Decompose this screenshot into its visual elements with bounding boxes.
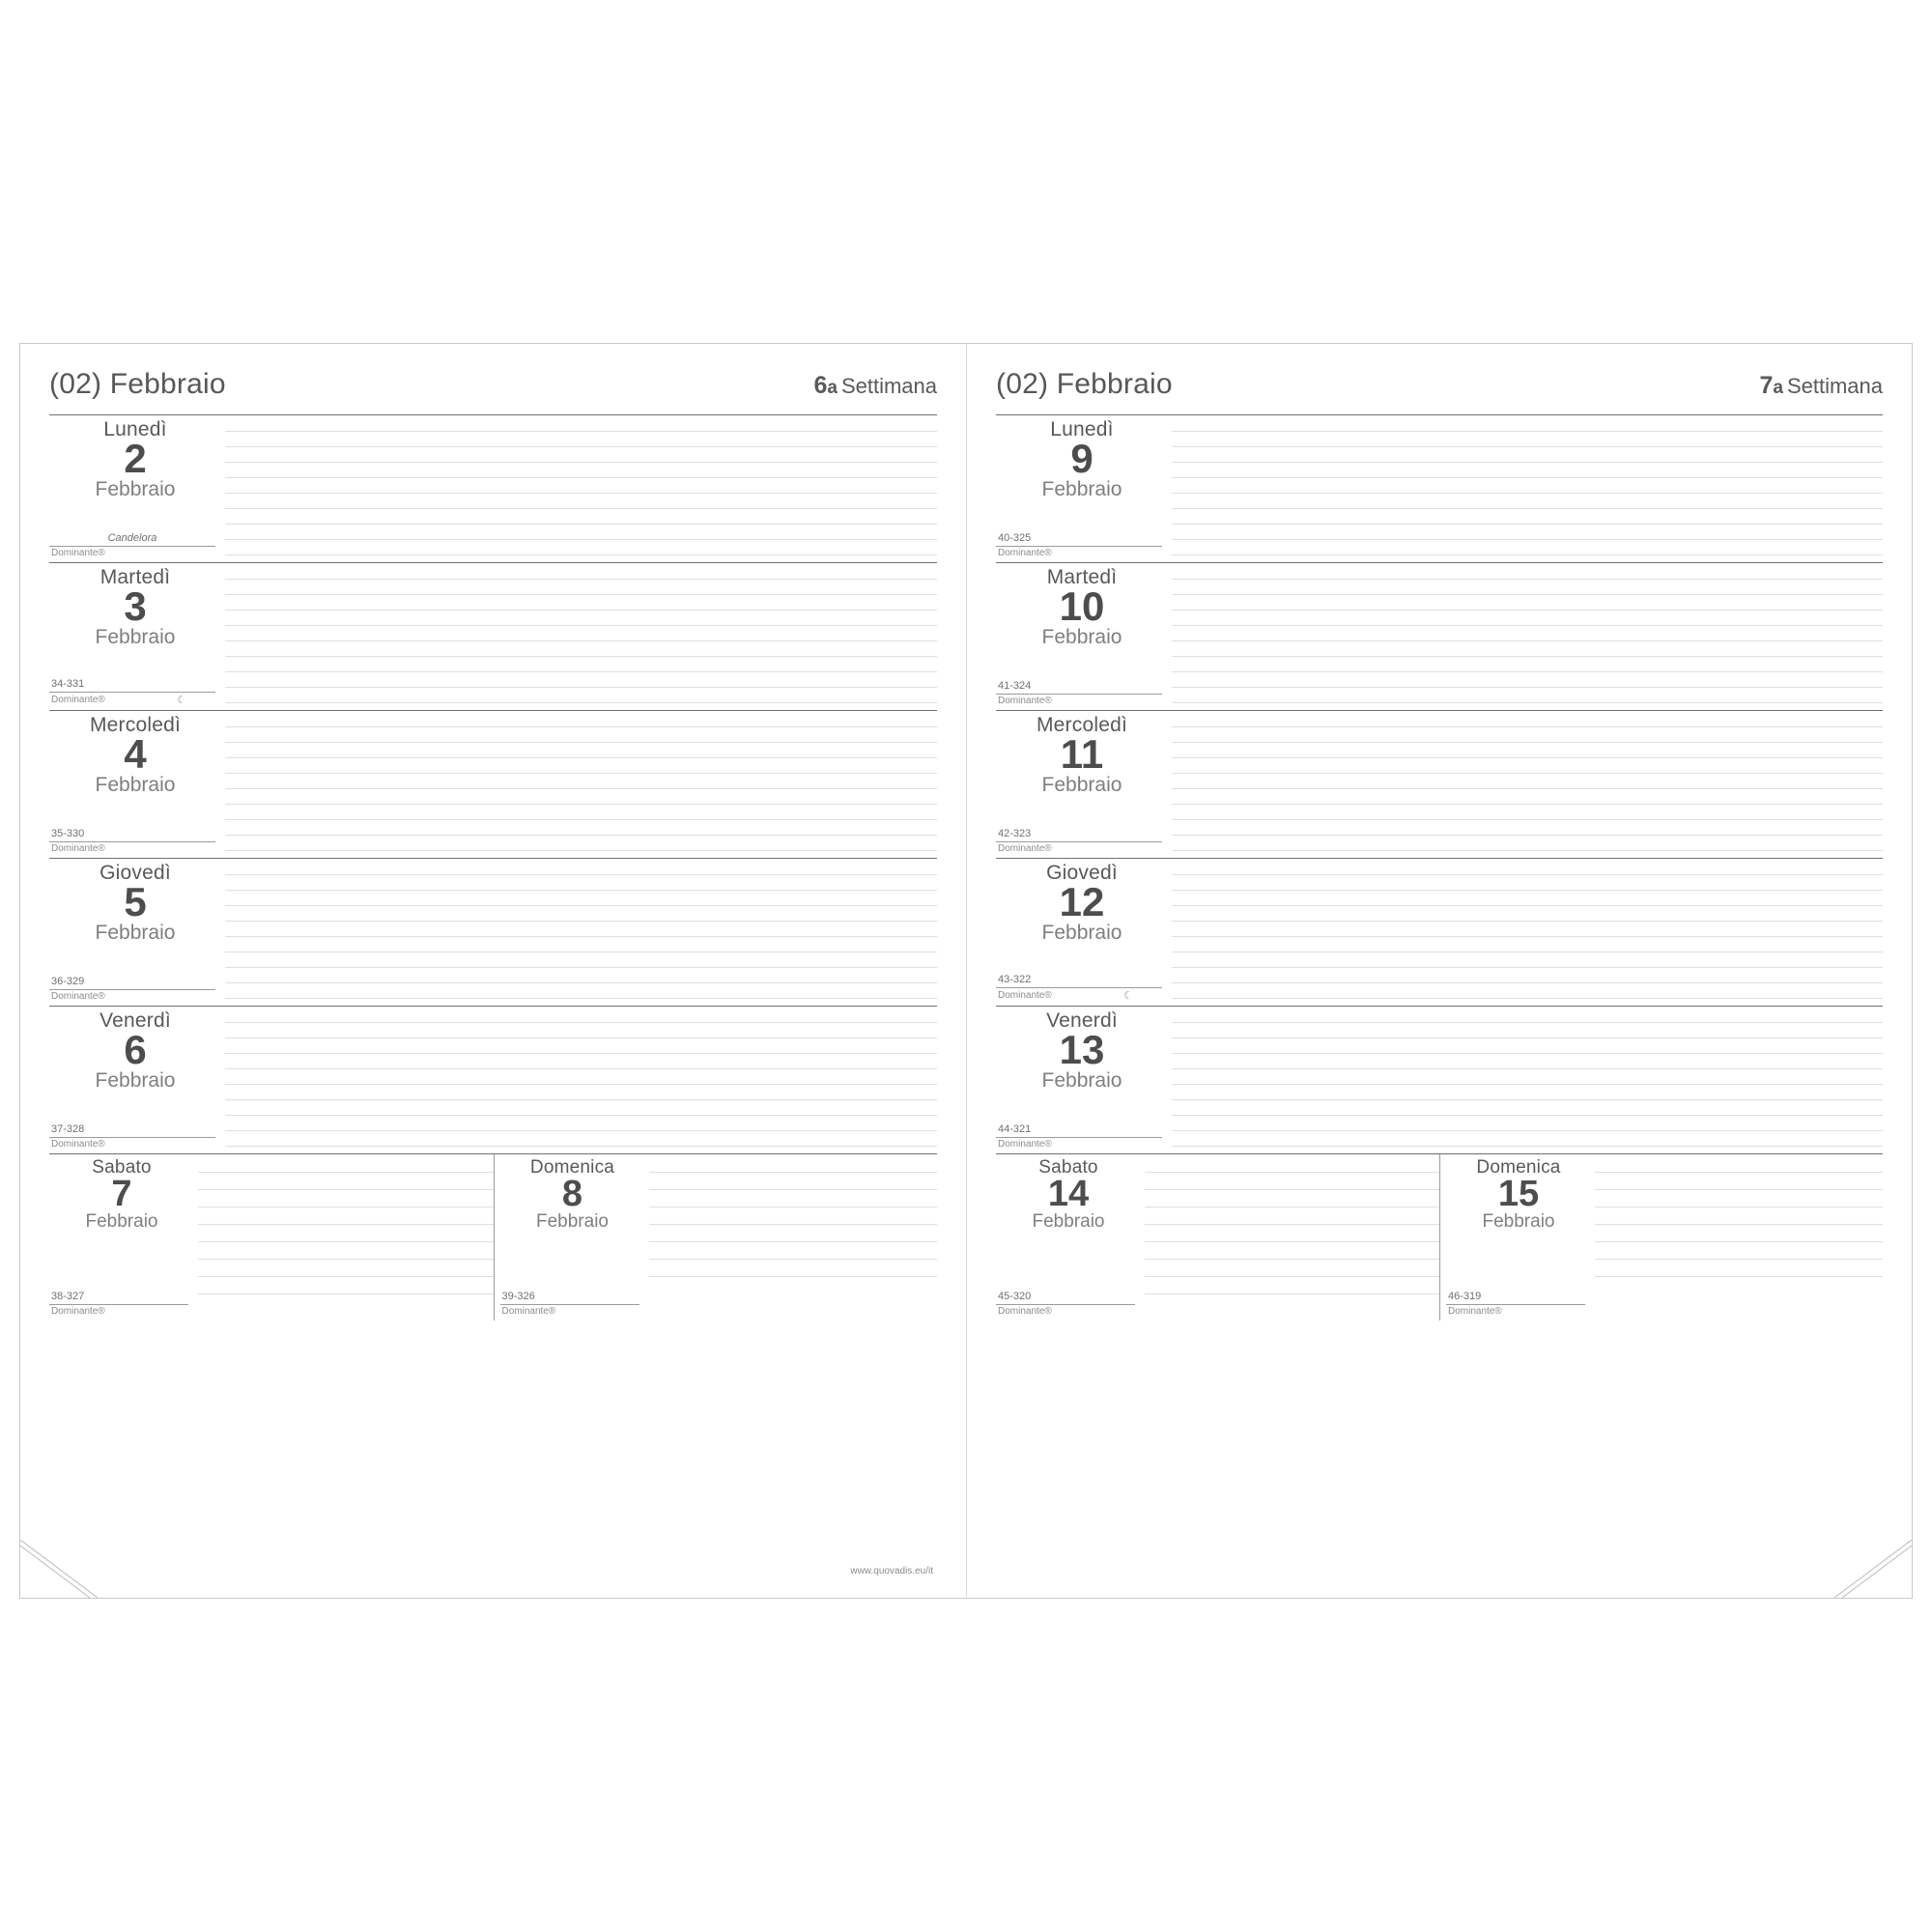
day-row [49, 858, 937, 1006]
dominante-label: Dominante® [998, 548, 1052, 558]
writing-lines[interactable] [1595, 1154, 1883, 1321]
week-ordinal-right: a [1773, 378, 1783, 398]
day-row [49, 710, 937, 858]
month-name-left: Febbraio [109, 368, 226, 400]
weekend-row [996, 1153, 1883, 1321]
day-row [49, 1006, 937, 1153]
day-of-week: Mercoledì [1036, 714, 1127, 736]
day-of-week: Mercoledì [89, 714, 181, 736]
page-corner-pocket-left [20, 1540, 98, 1598]
week-number-left: 6 [813, 372, 828, 399]
day-row [996, 1006, 1883, 1153]
day-count-label: 37-328 [49, 1123, 215, 1138]
day-number: 10 [1059, 583, 1105, 630]
day-number: 5 [124, 879, 147, 925]
dominante-label: Dominante® [51, 991, 105, 1002]
day-number: 8 [561, 1173, 583, 1214]
week-label-right [1759, 372, 1883, 400]
day-meta [996, 1291, 1135, 1317]
page-header-right [996, 368, 1883, 409]
day-number: 15 [1497, 1173, 1540, 1214]
day-month: Febbraio [1041, 1068, 1122, 1092]
agenda-spread [19, 343, 1913, 1599]
day-number: 9 [1070, 436, 1094, 482]
page-title-left [49, 368, 226, 401]
day-of-week: Lunedì [103, 418, 167, 440]
day-box [996, 563, 1168, 710]
page-header-left [49, 368, 937, 409]
day-row [49, 562, 937, 710]
day-month: Febbraio [95, 773, 176, 796]
day-meta [996, 1123, 1162, 1150]
day-count-label: 44-321 [996, 1123, 1162, 1138]
day-meta [49, 1291, 188, 1317]
day-meta [1446, 1291, 1585, 1317]
writing-lines[interactable] [1172, 563, 1883, 710]
writing-lines[interactable] [198, 1154, 494, 1321]
month-code-left: (02) [49, 368, 102, 400]
dominante-label: Dominante® [998, 843, 1052, 854]
day-month: Febbraio [85, 1210, 158, 1232]
day-month: Febbraio [95, 625, 176, 648]
day-number: 13 [1059, 1027, 1105, 1073]
day-count-label: 40-325 [996, 532, 1162, 547]
day-of-week: Domenica [1476, 1157, 1561, 1178]
writing-lines[interactable] [1145, 1154, 1439, 1321]
writing-lines[interactable] [649, 1154, 938, 1321]
dominante-label: Dominante® [501, 1306, 556, 1317]
week-label-left [813, 372, 937, 400]
month-code-right: (02) [996, 368, 1049, 400]
day-of-week: Giovedì [99, 862, 171, 884]
dominante-label: Dominante® [1448, 1306, 1502, 1317]
agenda-page-right [966, 343, 1913, 1599]
day-box [49, 711, 221, 858]
day-meta [996, 828, 1162, 854]
day-count-label: 39-326 [500, 1291, 639, 1305]
weekend-half-saturday [49, 1154, 494, 1321]
day-number: 2 [124, 436, 147, 482]
day-count-label: 43-322 [996, 974, 1162, 988]
day-month: Febbraio [95, 921, 176, 944]
weekend-half-sunday [494, 1154, 938, 1321]
day-number: 6 [124, 1027, 147, 1073]
day-meta [49, 532, 215, 558]
moon-phase-icon: ☾ [177, 695, 186, 706]
day-box [996, 415, 1168, 562]
day-month: Febbraio [536, 1210, 609, 1232]
day-of-week: Venerdì [1046, 1009, 1118, 1032]
day-count-label: 36-329 [49, 976, 215, 990]
day-number: 3 [124, 583, 147, 630]
day-number: 12 [1059, 879, 1105, 925]
agenda-page-left [19, 343, 966, 1599]
writing-lines[interactable] [1172, 415, 1883, 562]
day-box [1446, 1154, 1591, 1321]
day-box [996, 711, 1168, 858]
day-count-label: 45-320 [996, 1291, 1135, 1305]
day-of-week: Martedì [1046, 566, 1118, 588]
day-meta [49, 828, 215, 854]
dominante-label: Dominante® [998, 1306, 1052, 1317]
dominante-label: Dominante® [51, 548, 105, 558]
day-box [49, 859, 221, 1006]
day-meta [49, 678, 215, 706]
day-box [996, 1154, 1141, 1321]
dominante-label: Dominante® [51, 1306, 105, 1317]
writing-lines[interactable] [1172, 711, 1883, 858]
day-month: Febbraio [1041, 773, 1122, 796]
holiday-label: Candelora [49, 532, 215, 547]
dominante-label: Dominante® [998, 696, 1052, 706]
day-count-label: 35-330 [49, 828, 215, 842]
day-count-label: 46-319 [1446, 1291, 1585, 1305]
moon-phase-icon: ☾ [1123, 990, 1133, 1002]
day-of-week: Lunedì [1050, 418, 1114, 440]
writing-lines[interactable] [225, 415, 937, 562]
week-ordinal-left: a [827, 378, 838, 398]
dominante-label: Dominante® [51, 843, 105, 854]
dominante-label: Dominante® ☾ [996, 989, 1162, 1002]
writing-lines[interactable] [1172, 1007, 1883, 1153]
day-meta [49, 1123, 215, 1150]
day-of-week: Sabato [92, 1157, 152, 1178]
day-number: 7 [111, 1173, 132, 1214]
day-number: 11 [1060, 731, 1104, 778]
dominante-label: Dominante® [51, 1139, 105, 1150]
day-of-week: Venerdì [99, 1009, 171, 1032]
day-row [996, 414, 1883, 562]
day-month: Febbraio [1041, 625, 1122, 648]
day-box [49, 563, 221, 710]
day-box [500, 1154, 645, 1321]
day-meta [996, 680, 1162, 706]
writing-lines[interactable] [225, 711, 937, 858]
day-number: 14 [1047, 1173, 1090, 1214]
day-month: Febbraio [1482, 1210, 1555, 1232]
day-month: Febbraio [95, 1068, 176, 1092]
day-month: Febbraio [95, 477, 176, 500]
day-box [49, 1007, 221, 1153]
day-meta [996, 974, 1162, 1002]
writing-lines[interactable] [225, 563, 937, 710]
footer-url[interactable]: www.quovadis.eu/it [850, 1566, 933, 1577]
weekend-half-saturday [996, 1154, 1439, 1321]
week-number-right: 7 [1759, 372, 1774, 399]
dominante-label: Dominante® [998, 1139, 1052, 1150]
day-month: Febbraio [1041, 477, 1122, 500]
day-count-label: 41-324 [996, 680, 1162, 695]
day-meta [49, 976, 215, 1002]
week-word-right: Settimana [1786, 374, 1883, 398]
day-row [996, 858, 1883, 1006]
writing-lines[interactable] [225, 859, 937, 1006]
day-count-label: 34-331 [49, 678, 215, 693]
day-row [996, 710, 1883, 858]
day-meta [500, 1291, 639, 1317]
weekend-row [49, 1153, 937, 1321]
day-box [996, 1007, 1168, 1153]
day-meta [996, 532, 1162, 558]
day-row [49, 414, 937, 562]
writing-lines[interactable] [225, 1007, 937, 1153]
dominante-label: Dominante® ☾ [49, 694, 215, 706]
weekend-half-sunday [1439, 1154, 1883, 1321]
day-box [996, 859, 1168, 1006]
day-count-label: 38-327 [49, 1291, 188, 1305]
day-box [49, 415, 221, 562]
day-of-week: Sabato [1038, 1157, 1098, 1178]
page-title-right [996, 368, 1173, 401]
day-month: Febbraio [1032, 1210, 1105, 1232]
day-of-week: Martedì [99, 566, 171, 588]
day-count-label: 42-323 [996, 828, 1162, 842]
writing-lines[interactable] [1172, 859, 1883, 1006]
day-of-week: Giovedì [1046, 862, 1118, 884]
month-name-right: Febbraio [1056, 368, 1173, 400]
day-month: Febbraio [1041, 921, 1122, 944]
page-corner-pocket-right [1834, 1540, 1912, 1598]
day-number: 4 [124, 731, 147, 778]
day-box [49, 1154, 194, 1321]
day-of-week: Domenica [529, 1157, 615, 1178]
day-row [996, 562, 1883, 710]
week-word-left: Settimana [840, 374, 937, 398]
